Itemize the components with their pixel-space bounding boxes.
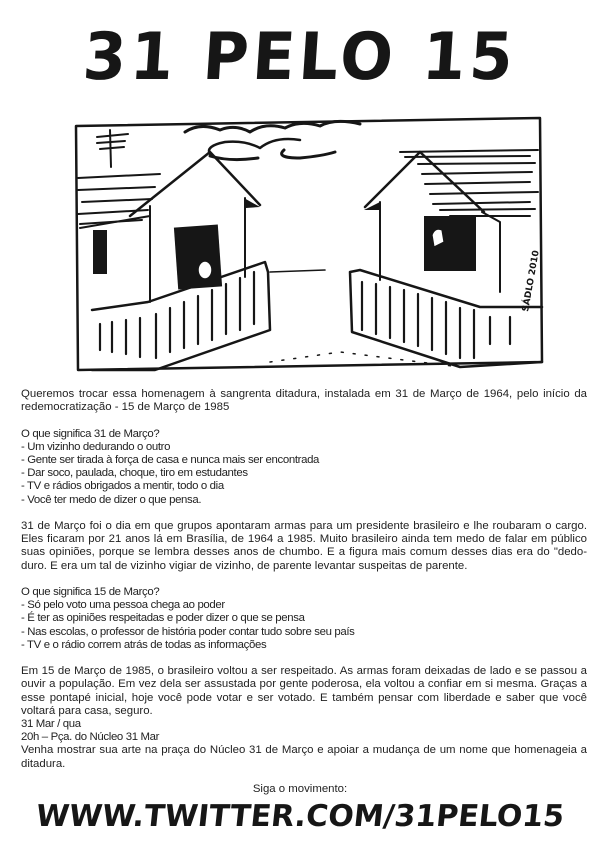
section-31-heading: O que significa 31 de Março? <box>21 427 160 440</box>
event-invitation: Venha mostrar sua arte na praça do Núcleo 31 de Março e apoiar a mudança de um nome que homenageia a ditadura. <box>21 744 587 770</box>
poster-body <box>21 388 587 771</box>
section-15-item: - Nas escolas, o professor de história poder contar tudo sobre seu país <box>21 625 355 638</box>
section-15-item: - Só pelo voto uma pessoa chega ao poder <box>21 599 225 612</box>
cartoon-illustration <box>60 112 550 378</box>
section-31-item: - Dar soco, paulada, choque, tiro em estudantes <box>21 467 248 480</box>
intro-paragraph: Queremos trocar essa homenagem à sangrenta ditadura, instalada em 31 de Março de 1964, pelo início da redemocratização - 15 de Março de 1985 <box>21 388 587 414</box>
event-date: 31 Mar / qua <box>21 718 81 731</box>
artist-signature: SÁDLO 2010 <box>521 249 542 313</box>
follow-label: Siga o movimento: <box>252 783 348 795</box>
section-31-item: - Um vizinho dedurando o outro <box>21 440 171 453</box>
section-31-item: - Gente ser tirada à força de casa e nunca mais ser encontrada <box>21 454 320 466</box>
event-time-place: 20h – Pça. do Núcleo 31 Mar <box>21 731 160 744</box>
section-15-paragraph: Em 15 de Março de 1985, o brasileiro voltou a ser respeitado. As armas foram deixadas de lado e se passou a ouvir a população. Em vez dela ser assustada por gente poderosa, ela voltou a confiar em si mesma. Graças a esse pontapé inicial, hoje você pode votar e ser votado. E também pensar com liberdade e saber que você voltará para casa, seguro. <box>21 665 587 717</box>
poster-title: 31 PELO 15 <box>80 18 520 95</box>
section-31-item: - TV e rádios obrigados a mentir, todo o dia <box>21 480 224 493</box>
section-31-paragraph: 31 de Março foi o dia em que grupos apontaram armas para um presidente brasileiro e lhe roubaram o cargo. Eles ficaram por 21 anos lá em Brasília, de 1964 a 1985. Muito brasileiro ainda tem medo de falar em público suas opiniões, porque se lembra desses anos de chumbo. E a figura mais comum desses dias era do "dedo-duro. E era um tal de vizinho vigiar de vizinho, de parente levantar suspeitas de parente. <box>21 520 587 572</box>
section-15-item: - TV e o rádio correm atrás de todas as informações <box>21 638 267 651</box>
section-15-item: - É ter as opiniões respeitadas e poder dizer o que se pensa <box>21 612 305 625</box>
section-31-item: - Você ter medo de dizer o que pensa. <box>21 493 202 506</box>
section-15-heading: O que significa 15 de Março? <box>21 586 160 598</box>
twitter-link[interactable]: WWW.TWITTER.COM/31PELO15 <box>34 799 566 834</box>
